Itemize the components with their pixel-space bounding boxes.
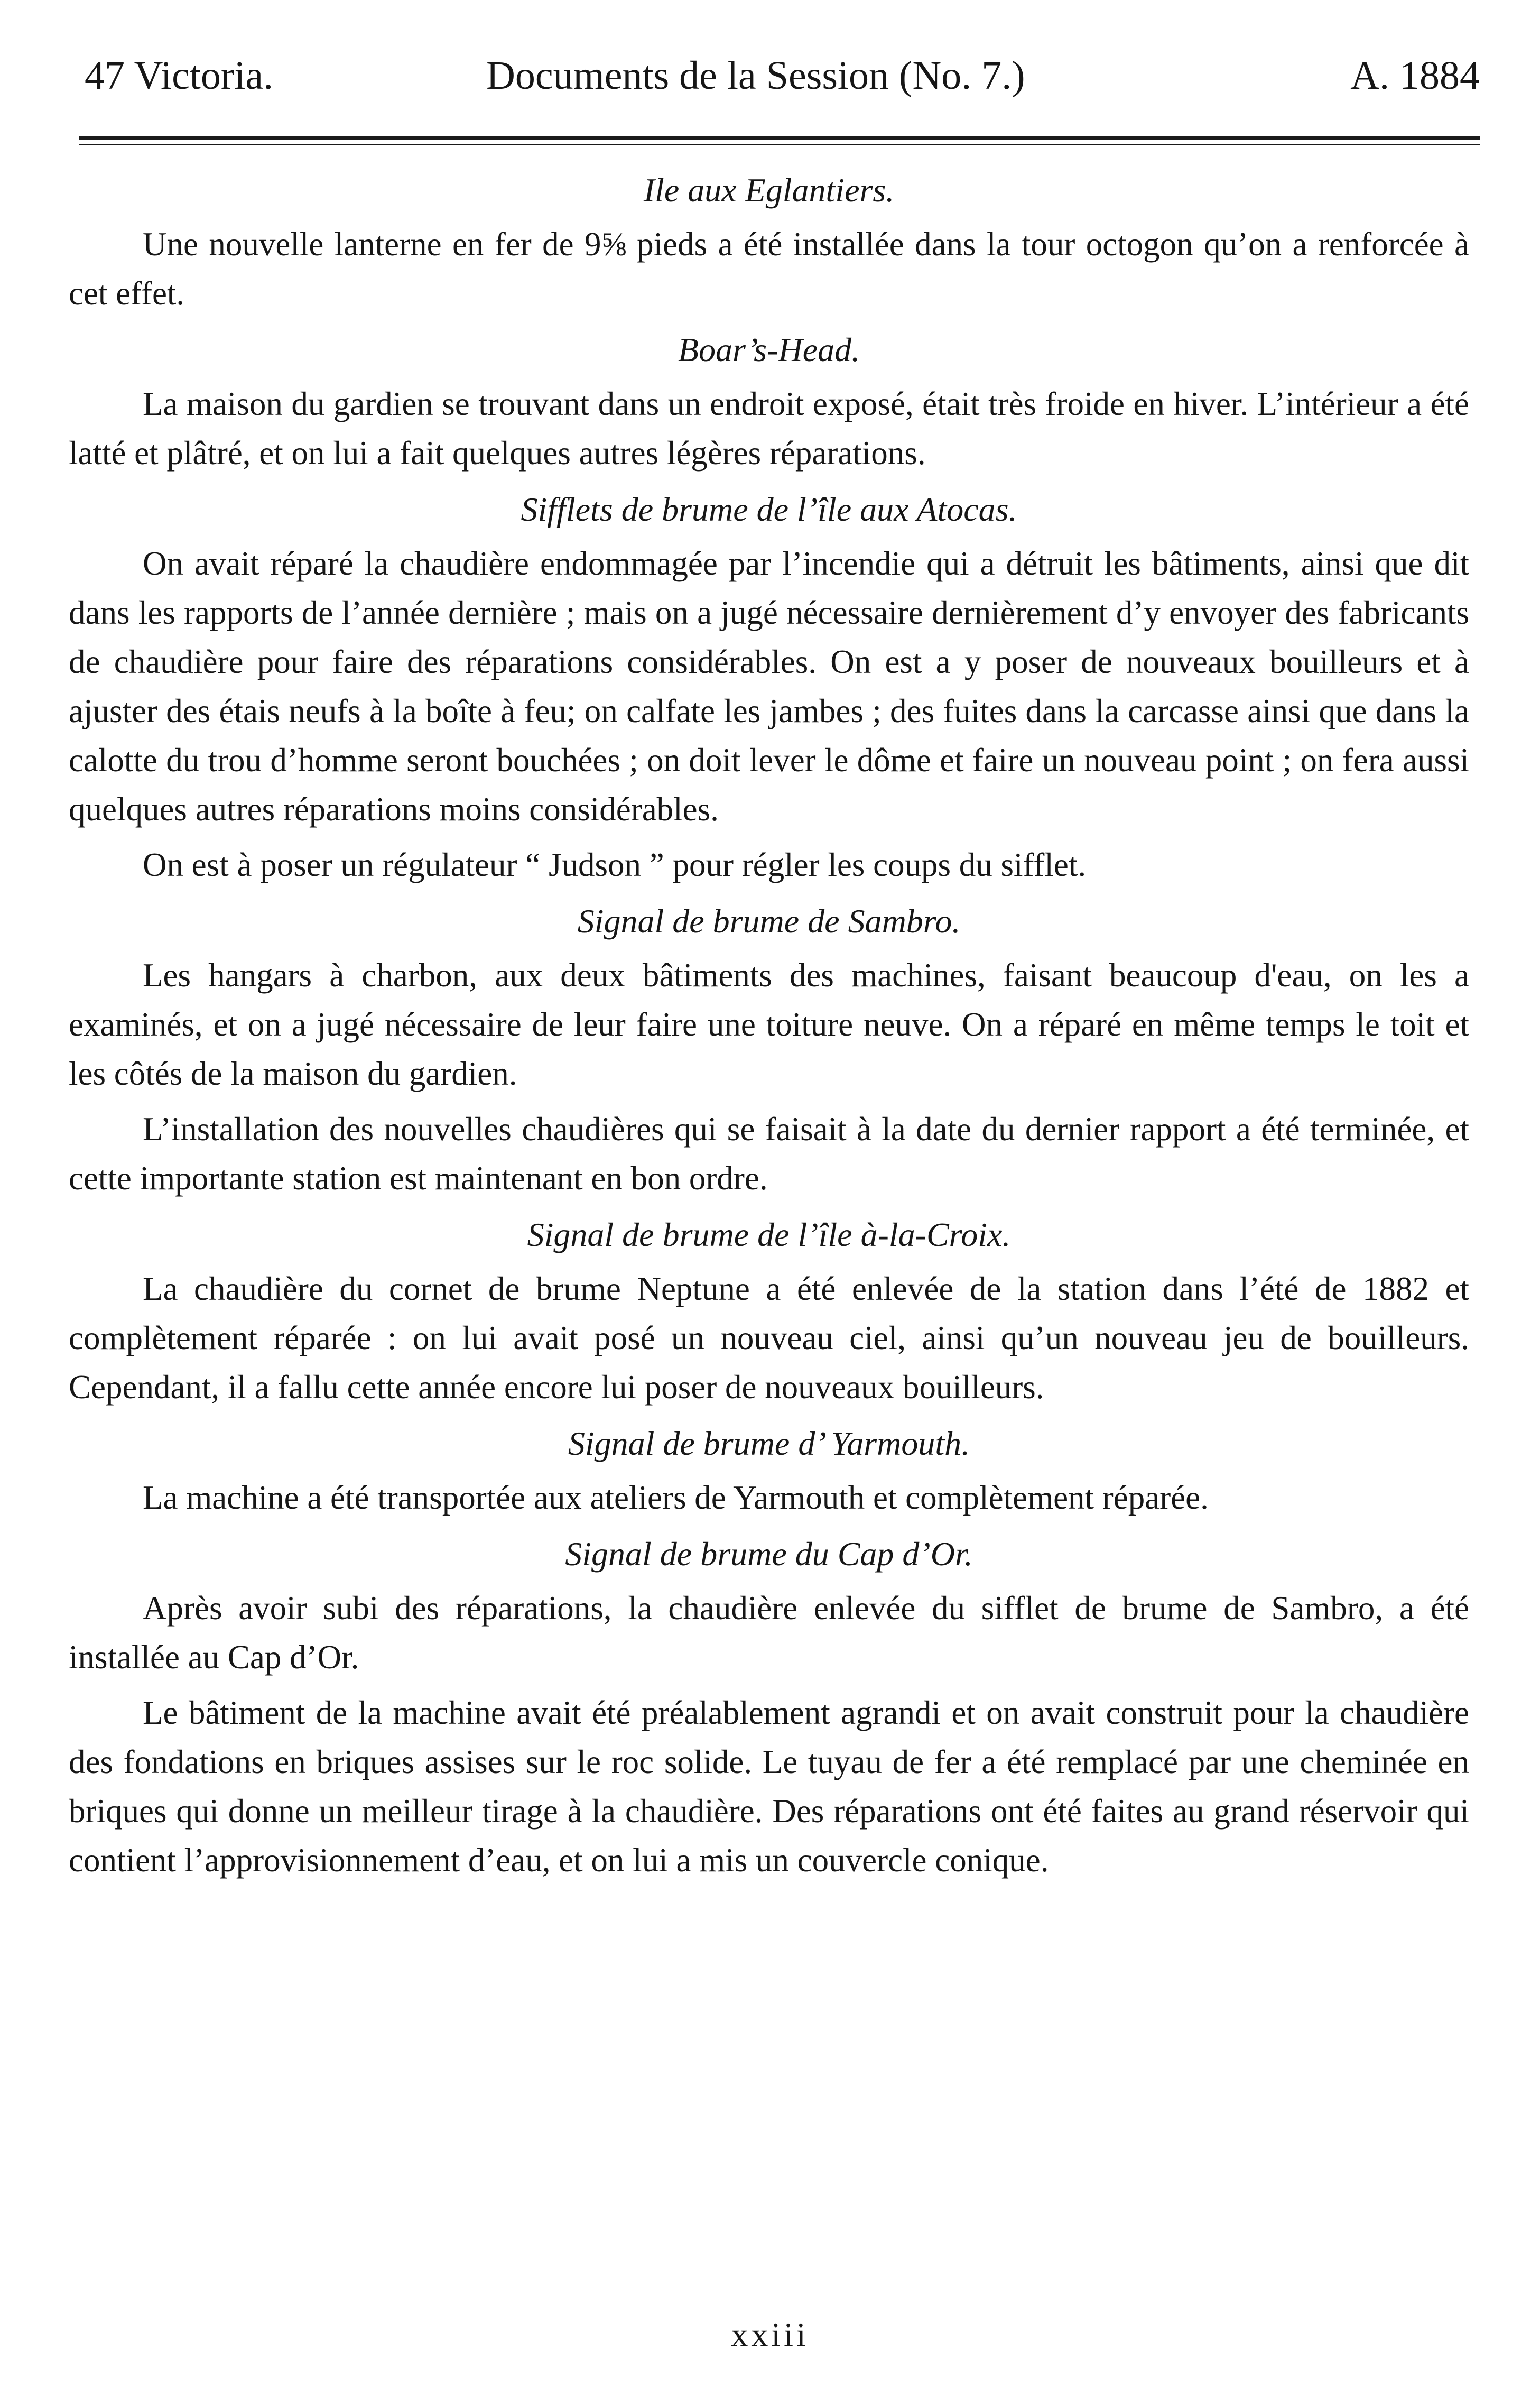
section-boars-head	[69, 325, 1469, 478]
section-heading: Sifflets de brume de l’île aux Atocas.	[521, 491, 1017, 528]
header-title: Documents de la Session (No. 7.)	[486, 53, 1025, 98]
paragraph: La chaudière du cornet de brume Neptune a été enlevée de la station dans l’été de 1882 et complètement réparée : on lui avait posé un nouveau ciel, ainsi qu’un nouveau jeu de bouilleurs. Cependant, il a fallu cette année encore lui poser de nouveaux bouilleurs.	[69, 1270, 1469, 1406]
section-ile-aux-atocas	[69, 484, 1469, 890]
paragraph: Une nouvelle lanterne en fer de 9⅝ pieds a été installée dans la tour octogon qu’on a renforcée à cet effet.	[69, 226, 1469, 312]
section-heading: Boar’s-Head.	[678, 331, 860, 368]
paragraph: On avait réparé la chaudière endommagée par l’incendie qui a détruit les bâtiments, ainsi que dit dans les rapports de l’année dernière ; mais on a jugé nécessaire dernièrement d’y envoyer des fabricants de chaudière pour faire des réparations considérables. On est a y poser de nouveaux bouilleurs et à ajuster des étais neufs à la boîte à feu; on calfate les jambes ; des fuites dans la carcasse ainsi que dans la calotte du trou d’homme seront bouchées ; on doit lever le dôme et faire un nouveau point ; on fera aussi quelques autres réparations moins considérables.	[69, 545, 1469, 828]
running-header	[79, 47, 1480, 105]
section-heading: Ile aux Eglantiers.	[643, 171, 895, 209]
section-heading: Signal de brume du Cap d’Or.	[565, 1535, 973, 1573]
section-heading: Signal de brume de Sambro.	[577, 902, 961, 940]
section-ile-a-la-croix	[69, 1209, 1469, 1412]
section-yarmouth	[69, 1418, 1469, 1522]
paragraph: La machine a été transportée aux ateliers de Yarmouth et complètement réparée.	[143, 1479, 1209, 1516]
page-number: xxiii	[731, 2316, 809, 2353]
section-heading: Signal de brume de l’île à-la-Croix.	[527, 1216, 1011, 1253]
page-body	[69, 165, 1469, 1891]
header-rule-thin	[79, 144, 1480, 145]
header-volume: 47 Victoria.	[85, 53, 274, 98]
paragraph: L’installation des nouvelles chaudières qui se faisait à la date du dernier rapport a été terminée, et cette importante station est maintenant en bon ordre.	[69, 1111, 1469, 1197]
section-sambro	[69, 896, 1469, 1203]
section-heading: Signal de brume d’ Yarmouth.	[568, 1425, 970, 1462]
section-cap-d-or	[69, 1529, 1469, 1885]
paragraph: La maison du gardien se trouvant dans un endroit exposé, était très froide en hiver. L’intérieur a été latté et plâtré, et on lui a fait quelques autres légères réparations.	[69, 385, 1469, 472]
paragraph: Après avoir subi des réparations, la chaudière enlevée du sifflet de brume de Sambro, a été installée au Cap d’Or.	[69, 1590, 1469, 1676]
section-ile-aux-eglantiers	[69, 165, 1469, 318]
header-year: A. 1884	[1350, 53, 1480, 98]
paragraph: On est à poser un régulateur “ Judson ” pour régler les coups du sifflet.	[143, 846, 1087, 883]
paragraph: Le bâtiment de la machine avait été préalablement agrandi et on avait construit pour la chaudière des fondations en briques assises sur le roc solide. Le tuyau de fer a été remplacé par une cheminée en briques qui donne un meilleur tirage à la chaudière. Des réparations ont été faites au grand réservoir qui contient l’approvisionnement d’eau, et on lui a mis un couvercle conique.	[69, 1694, 1469, 1879]
paragraph: Les hangars à charbon, aux deux bâtiments des machines, faisant beaucoup d'eau, on les a examinés, et on a jugé nécessaire de leur faire une toiture neuve. On a réparé en même temps le toit et les côtés de la maison du gardien.	[69, 957, 1469, 1092]
header-rule-thick	[79, 136, 1480, 140]
